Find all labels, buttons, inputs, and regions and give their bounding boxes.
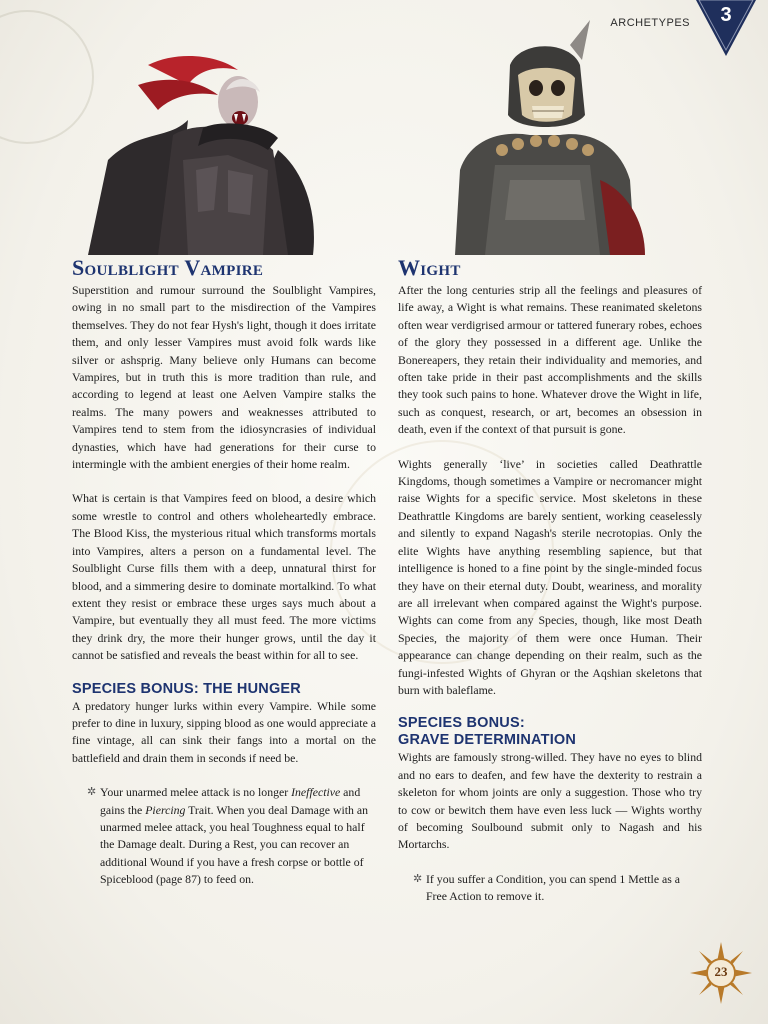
chapter-number: 3 — [720, 4, 732, 26]
section-spacer — [72, 665, 376, 681]
vampire-title: Soulblight Vampire — [72, 255, 264, 280]
paragraph-spacer — [72, 473, 376, 490]
wight-bonus-bullet — [398, 871, 702, 906]
vampire-paragraph-1: Superstition and rumour surround the Soulblight Vampires, owing in no small part to the misdirection of the Vampires themselves. They do not fear Hysh's light, though it does irritate them, and only lesser Vampires must avoid folk wards like silver or ashsprig. Many believe only Humans can become Vampires, but in truth this is more tradition than rule, and according to legend at least one Aelven Vampire stalks the realms. The many powers and weaknesses attributed to Vampires tend to stem from the idiosyncrasies of individual dynasties, which have had generations for their curse to intermingle with the ambient energies of their home realm. — [72, 283, 376, 472]
bullet-text-mid: and gains the — [100, 785, 361, 817]
vampire-bonus-title: SPECIES BONUS: THE HUNGER — [72, 680, 301, 697]
vampire-illustration — [78, 40, 328, 255]
wight-title: Wight — [398, 255, 461, 280]
wight-bonus-title-line-1: SPECIES BONUS: — [398, 715, 525, 732]
vampire-bonus-bullet — [72, 784, 376, 888]
page-number: 23 — [714, 964, 728, 979]
wight-bonus-title-line-2: GRAVE DETERMINATION — [398, 732, 577, 749]
bullet-term-piercing: Piercing — [145, 802, 186, 817]
vampire-bonus-text: A predatory hunger lurks within every Vampire. While some prefer to dine in luxury, sipping blood as one would appreciate a fine vintage, all can sink their fangs into a mortal on the battlefield and drain them in seconds if need be. — [72, 698, 376, 765]
paragraph-spacer — [398, 439, 702, 456]
wight-illustration — [440, 20, 650, 255]
bullet-term-ineffective: Ineffective — [291, 785, 341, 800]
section-header-label: ARCHETYPES — [610, 17, 690, 29]
wight-paragraph-1: After the long centuries strip all the feelings and pleasures of life away, a Wight is what remains. These reanimated skeletons often wear verdigrised armour or tattered funerary robes, echoes of the glory they possessed in a different age. Unlike the Bonereapers, they retain their individuality and memories, and often take pride in their past accomplishments and the skills they took such pains to hone. Whatever drove the Wight in life, such as conquest, research, or art, becomes an obsession in death, even if the context of that pursuit is gone. — [398, 283, 702, 437]
bullet-text-post: Trait. When you deal Damage with an unarmed melee attack, you heal Toughness equal to half the Damage dealt. During a Rest, you can recover an additional Wound if you have a fresh corpse or bottle of Spiceblood (page 87) to feed on. — [100, 802, 369, 887]
bullet-text-pre: Your unarmed melee attack is no longer — [100, 785, 292, 800]
wight-bonus-text: Wights are famously strong-willed. They have no eyes to blind and no ears to deafen, and few have the dexterity to restrain a skeleton for whom joints are only a suggestion. Those who try to cow or bewitch them have even less luck — Wights worthy of becoming Soulbound submit only to Nagash and his Mortarchs. — [398, 750, 702, 852]
section-spacer — [398, 699, 702, 715]
chapter-tab — [696, 0, 756, 58]
wight-bullet-text: If you suffer a Condition, you can spend 1 Mettle as a Free Action to remove it. — [426, 871, 681, 904]
wight-column — [398, 256, 702, 906]
bullet-star-icon: ✲ — [413, 872, 423, 885]
vampire-paragraph-2: What is certain is that Vampires feed on blood, a desire which some wrestle to control and others wholeheartedly embrace. The Blood Kiss, the mysterious ritual which transforms mortals into Vampires, alters a person on a fundamental level. The Soulblight Curse fills them with a deep, unnatural thirst for blood, and a simmering desire to dominate mortalkind. To what extent they resist or embrace these urges says much about a Vampire, but eventually they all must feed. The more victims they drink dry, the more their hunger grows, until the day it cannot be satisfied and reveals the beast within for all to see. — [72, 491, 376, 663]
wight-paragraph-2: Wights generally ‘live’ in societies called Deathrattle Kingdoms, though sometimes a Vampire or necromancer might raise Wights for a specific service. Most skeletons in these Deathrattle Kingdoms are barely sentient, working ceaselessly and silently to expand Nagash's sterile necrotopias. Only the elite Wights have anything resembling sapience, but that intelligence is honed to a fine point by the single-minded focus they have on their eternal duty. Doubt, weariness, and morality are all irrelevant when compared against the Wight's purpose. Wights can come from any Species, though, like most Death Species, the majority of them were once Human. Their appearance can change depending on their realm, such as the fungi-infested Wights of Ghyran or the Aqshian skeletons that burn with baleflame. — [398, 456, 702, 697]
bullet-star-icon: ✲ — [87, 786, 97, 799]
vampire-column — [72, 256, 376, 889]
